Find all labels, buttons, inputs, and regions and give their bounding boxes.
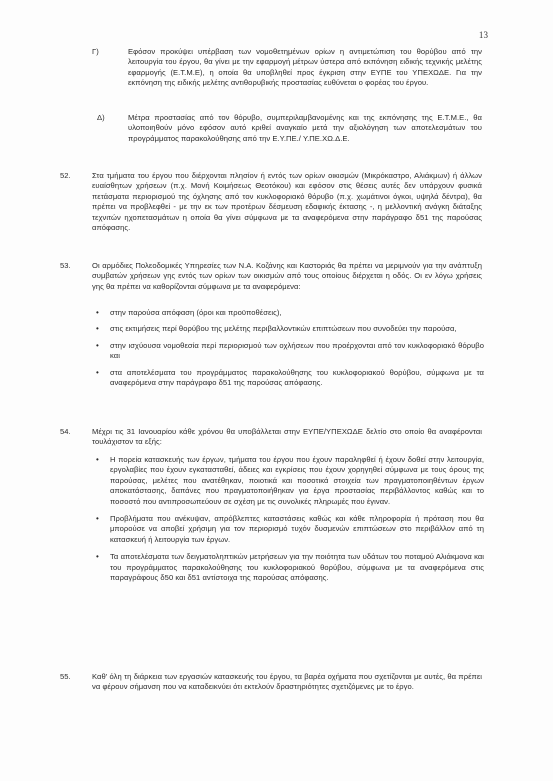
list-item: • στα αποτελέσματα του προγράμματος παρακολούθησης του κυκλοφοριακού θορύβου, σύμφωνα με τα αναφερόμενα στην παράγραφο δ51 της παρούσας απόφασης.: [94, 368, 484, 389]
list-item: • Προβλήματα που ανέκυψαν, απρόβλεπτες καταστάσεις καθώς και κάθε πληροφορία ή πρόταση που θα μπορούσε να αποβεί χρήσιμη για τον περιορισμό τυχόν δυσμενών επιπτώσεων στο περιβάλλον από τη κατασκευή ή λειτουργία των έργων.: [94, 514, 484, 545]
paragraph-55-text: Καθ' όλη τη διάρκεια των εργασιών κατασκευής του έργου, τα βαρέα οχήματα που σχετίζονται με αυτές, θα πρέπει να φέρουν σήμανση που να καταδεικνύει ότι εκτελούν δραστηριότητες σχετιζόμενες με το έργο.: [92, 672, 482, 692]
paragraph-52-text: Στα τμήματα του έργου που διέρχονται πλησίον ή εντός των ορίων οικισμών (Μικρόκαστρο, Αλιάκμων) ή άλλων ευαίσθητων χρήσεων (π.χ. Μονή Κοιμήσεως Θεοτόκου) και εφόσον στις θέσεις αυτές δεν υπάρχουν φυσικά πετάσματα περιορισμού της όχλησης από τον κυκλοφοριακό θόρυβο (π.χ. χωμάτινοι όγκοι, υψηλά δέντρα), θα πρέπει να προβλεφθεί - με την εκ των προτέρων δέσμευση εδαφικής έκτασης -, η μελλοντική ανάγκη διάταξης τεχνιτών ηχοπετασμάτων η οποία θα γίνει σύμφωνα με τα αναφερόμενα στην παράγραφο δ51 της παρούσας απόφασης.: [92, 171, 482, 233]
item-d-text: Μέτρα προστασίας από τον θόρυβο, συμπεριλαμβανομένης και της εκπόνησης της Ε.Τ.Μ.Ε., θα υλοποιηθούν μόνο εφόσον αυτό κριθεί αναγκαίο μετά την αξιολόγηση των αποτελεσμάτων του προγράμματος παρακολούθησης από την Ε.Υ.ΠΕ./ Υ.ΠΕ.ΧΩ.Δ.Ε.: [128, 113, 482, 143]
item-g-text: Εφόσον προκύψει υπέρβαση των νομοθετημένων ορίων η αντιμετώπιση του θορύβου από την λειτουργία του έργου, θα γίνει με την εφαρμογή μέτρων ύστερα από εκπόνηση ειδικής τεχνικής μελέτης εφαρμογής (Ε.Τ.Μ.Ε), η οποία θα υποβληθεί προς έγκριση στην ΕΥΠΕ του ΥΠΕΧΩΔΕ. Για την εκπόνηση της ειδικής μελέτης αντιθορυβικής προστασίας ευθύνεται ο φορέας του έργου.: [128, 47, 482, 88]
paragraph-53-number: 53.: [60, 261, 71, 270]
paragraph-55-number: 55.: [60, 672, 71, 681]
item-g-label: Γ): [92, 47, 99, 56]
paragraph-54-number: 54.: [60, 427, 71, 436]
paragraph-54-bullets: [94, 455, 484, 583]
list-item: • στην παρούσα απόφαση (όροι και προϋποθέσεις),: [94, 308, 484, 318]
paragraph-53-text: Οι αρμόδιες Πολεοδομικές Υπηρεσίες των Ν.Α. Κοζάνης και Καστοριάς θα πρέπει να μεριμνούν για την ανάπτυξη συμβατών χρήσεων γης εντός των ορίων των οικισμών από τους οποίους διέρχεται η οδός. Οι εν λόγω χρήσεις γης θα πρέπει να καθορίζονται σύμφωνα με τα αναφερόμενα:: [92, 261, 482, 291]
paragraph-53-bullets: [94, 308, 484, 388]
list-item: • στις εκτιμήσεις περί θορύβου της μελέτης περιβαλλοντικών επιπτώσεων που συνοδεύει την παρούσα,: [94, 324, 484, 334]
list-item: • στην ισχύουσα νομοθεσία περί περιορισμού των οχλήσεων που προέρχονται από τον κυκλοφοριακό θόρυβο και: [94, 341, 484, 362]
page-number: 13: [478, 30, 488, 40]
item-d-label: Δ): [97, 113, 105, 122]
list-item: • Η πορεία κατασκευής των έργων, τμήματα του έργου που έχουν παραληφθεί ή έχουν δοθεί στην λειτουργία, εργολαβίες που έχουν εγκατασταθεί, άδειες και εγκρίσεις που έχουν χορηγηθεί σύμφωνα με τους όρους της παρούσας, μελέτες που ανατέθηκαν, ποιοτικά και ποσοτικά στοιχεία των πραγματοποιηθέντων έργων αποκατάστασης, δαπάνες που πραγματοποιήθηκαν για έργα προστασίας περιβάλλοντος καθώς και το ποσοστό που αντιπροσωπεύουν σε σχέση με τις συνολικές πληρωμές που έγιναν.: [94, 455, 484, 507]
list-item: • Τα αποτελέσματα των δειγματοληπτικών μετρήσεων για την ποιότητα των υδάτων του ποταμού Αλιάκμονα και του προγράμματος παρακολούθησης του κυκλοφοριακού θορύβου, σύμφωνα με τα αναφερόμενα στις παραγράφους δ50 και δ51 αντίστοιχα της παρούσας απόφασης.: [94, 552, 484, 583]
paragraph-52-number: 52.: [60, 171, 71, 180]
paragraph-54-text: Μέχρι τις 31 Ιανουαρίου κάθε χρόνου θα υποβάλλεται στην ΕΥΠΕ/ΥΠΕΧΩΔΕ δελτίο στο οποίο θα αναφέρονται τουλάχιστον τα εξής:: [92, 427, 482, 447]
